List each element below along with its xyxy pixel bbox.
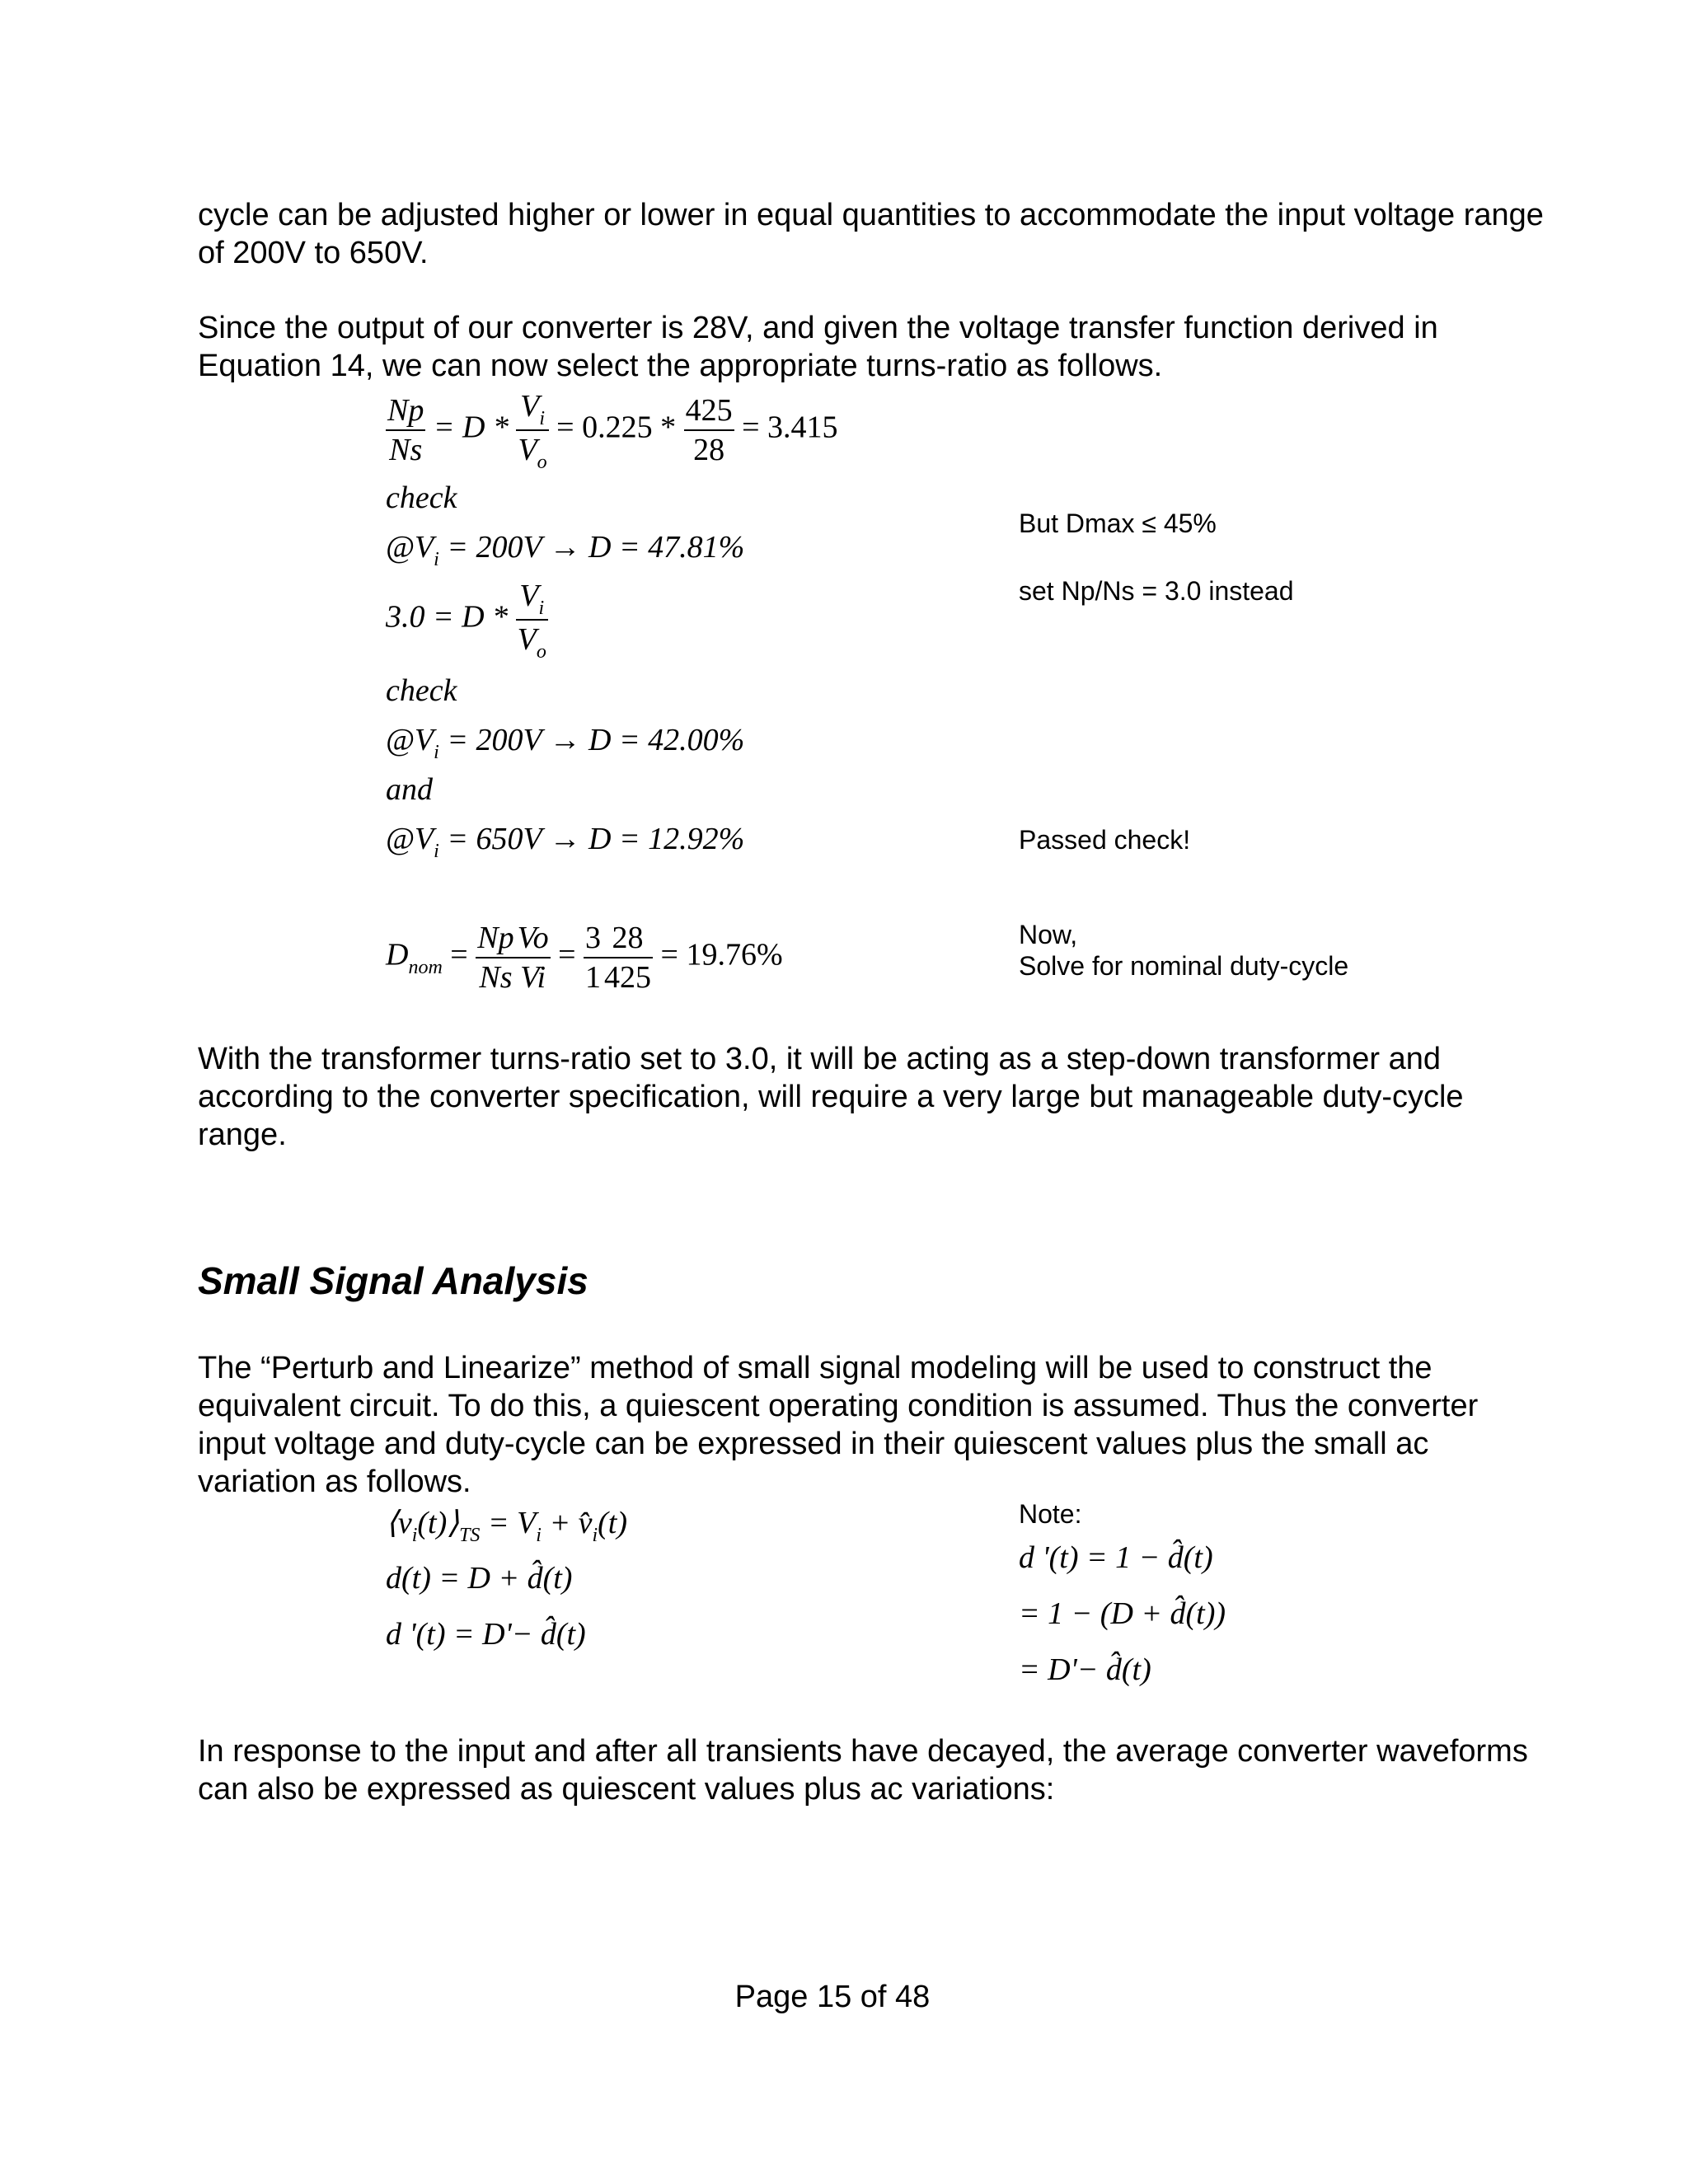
at-vi: @V (386, 822, 434, 856)
note-passed-check: Passed check! (1019, 825, 1191, 855)
equals-d: = D * (433, 410, 509, 445)
check-label-1: check (386, 480, 457, 515)
fraction-vi-vo (516, 577, 548, 663)
subscript: i (536, 1525, 542, 1546)
part: + v̂ (541, 1506, 593, 1540)
numerator: 28 (603, 919, 653, 958)
denominator: 28 (693, 433, 725, 467)
var-v: V (520, 389, 540, 424)
part: ⟨v (386, 1506, 412, 1540)
fraction-3-1 (584, 919, 603, 996)
subscript: i (434, 549, 439, 570)
numerator (516, 577, 548, 621)
denominator (516, 621, 548, 663)
numerator: 3 (584, 919, 603, 958)
denominator: Ns (389, 433, 423, 467)
part: = V (480, 1506, 537, 1540)
subscript: o (537, 452, 547, 473)
denominator: Vi (520, 960, 546, 995)
at-vi: @V (386, 530, 434, 565)
check-650v (386, 821, 745, 862)
equation-3-0 (386, 577, 548, 663)
fraction-vi-vo (516, 387, 548, 473)
denominator: 1 (585, 960, 602, 995)
check-result: = 200V → D = 42.00% (438, 723, 745, 757)
fraction-vo-vi (516, 919, 551, 996)
subscript: i (434, 742, 439, 763)
equation-dnom (386, 919, 783, 996)
page-number: Page 15 of 48 (734, 1980, 931, 2014)
section-heading: Small Signal Analysis (198, 1259, 588, 1302)
var-d: D (386, 937, 409, 972)
note-equation-3: = D'− d̂(t) (1019, 1652, 1151, 1687)
subscript: i (434, 841, 439, 862)
subscript: i (592, 1525, 598, 1546)
and-label: and (386, 772, 433, 807)
part: (t) (598, 1506, 628, 1540)
equation-d-t: d(t) = D + d̂(t) (386, 1561, 573, 1596)
check-result: = 650V → D = 12.92% (438, 822, 745, 856)
note-equation-1: d '(t) = 1 − d̂(t) (1019, 1540, 1213, 1575)
check-200v-2 (386, 722, 745, 763)
denominator (516, 431, 548, 473)
numerator: Vo (516, 919, 551, 958)
paragraph-turns-ratio: Since the output of our converter is 28V, and given the voltage transfer function derived in Equation 14, we can now select the appropriate turns-ratio as follows. (198, 311, 1438, 383)
check-200v-1 (386, 529, 745, 570)
subscript: i (538, 598, 545, 619)
subscript: o (536, 641, 546, 663)
denominator: 425 (604, 960, 652, 995)
paragraph-perturb: The “Perturb and Linearize” method of small signal modeling will be used to construct the equivalent circuit. To do this, a quiescent operating condition is assumed. Thus the converter input voltage and duty-cycle can be expressed in their quiescent values plus the small ac variation as follows. (198, 1351, 1479, 1499)
equals: = (442, 937, 468, 972)
check-result: = 200V → D = 47.81% (438, 530, 745, 565)
subscript: TS (459, 1525, 481, 1546)
result: = 3.415 (742, 410, 838, 445)
result: = 19.76% (660, 937, 783, 972)
var-v: V (518, 433, 537, 467)
note-equation-2: = 1 − (D + d̂(t)) (1019, 1596, 1226, 1631)
denominator: Ns (479, 960, 513, 995)
var-v: V (519, 579, 539, 613)
fraction-np-ns (476, 919, 515, 996)
paragraph-response: In response to the input and after all transients have decayed, the average converter waveforms can also be expressed as quiescent values plus ac variations: (198, 1734, 1528, 1807)
equals: = (558, 937, 576, 972)
part: (t)⟩ (417, 1506, 460, 1540)
fraction-np-ns (386, 391, 425, 469)
subscript: i (539, 408, 545, 429)
equation-d-prime-t: d '(t) = D'− d̂(t) (386, 1617, 586, 1652)
fraction-425-28 (684, 391, 734, 469)
numerator: 425 (684, 391, 734, 431)
fraction-28-425 (603, 919, 653, 996)
note-label: Note: (1019, 1499, 1082, 1529)
value-0225: = 0.225 * (556, 410, 677, 445)
equation-turns-ratio (386, 387, 838, 473)
paragraph-transformer: With the transformer turns-ratio set to 3.0, it will be acting as a step-down transformer and according to the converter specification, will require a very large but manageable duty-cycle range. (198, 1042, 1464, 1152)
numerator (516, 387, 548, 431)
var-v: V (517, 622, 537, 657)
at-vi: @V (386, 723, 434, 757)
note-now: Now, (1019, 920, 1078, 949)
numerator: Np (476, 919, 515, 958)
numerator: Np (386, 391, 425, 431)
subscript: i (411, 1525, 418, 1546)
lhs: 3.0 = D * (386, 599, 509, 635)
equation-vi-average (386, 1504, 628, 1546)
note-set-ratio: set Np/Ns = 3.0 instead (1019, 576, 1294, 606)
note-dmax: But Dmax ≤ 45% (1019, 509, 1217, 538)
paragraph-intro: cycle can be adjusted higher or lower in equal quantities to accommodate the input voltage range of 200V to 650V. (198, 198, 1544, 270)
note-solve: Solve for nominal duty-cycle (1019, 951, 1349, 981)
check-label-2: check (386, 673, 457, 708)
subscript-nom: nom (408, 956, 443, 978)
